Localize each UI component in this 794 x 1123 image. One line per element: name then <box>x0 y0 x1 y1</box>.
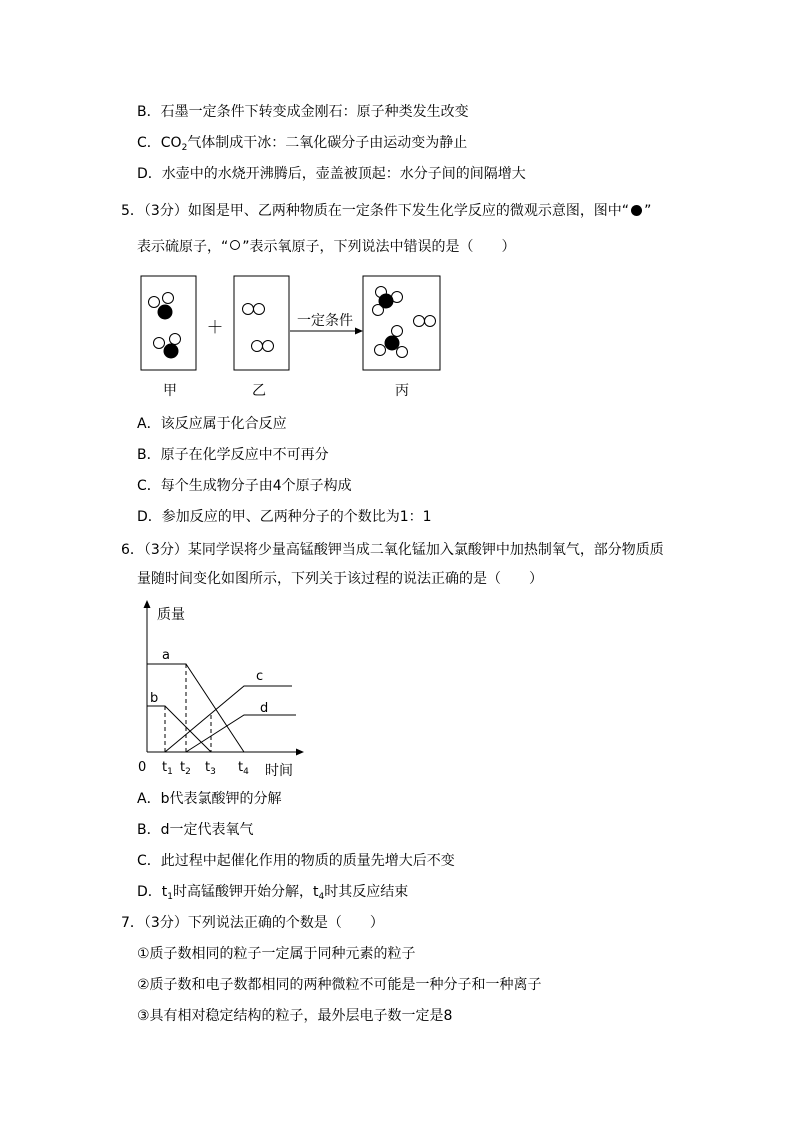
condition-label: 一定条件 <box>297 313 353 329</box>
label-jia: 甲 <box>163 383 177 399</box>
t4-label: $t_4$ <box>238 760 249 777</box>
label-bing: 丙 <box>395 383 409 399</box>
origin-label: 0 <box>138 760 147 775</box>
q6-option-a: A．b代表氯酸钾的分解 <box>137 791 282 807</box>
curve-b <box>147 706 211 752</box>
q6-option-c: C．此过程中起催化作用的物质的质量先增大后不变 <box>137 853 455 869</box>
y-axis-label: 质量 <box>157 607 185 623</box>
x-axis-label: 时间 <box>265 763 293 779</box>
plus-sign: ＋ <box>206 318 224 338</box>
q4-option-d: D．水壶中的水烧开沸腾后，壶盖被顶起：水分子间的间隔增大 <box>137 166 526 182</box>
label-yi: 乙 <box>252 383 266 399</box>
q6-option-b: B．d一定代表氧气 <box>137 822 254 838</box>
curve-d-label: d <box>260 701 269 716</box>
q7-item-1: ①质子数相同的粒子一定属于同种元素的粒子 <box>137 946 416 962</box>
curve-a-label: a <box>162 648 170 663</box>
q6-stem-line1: 6．（3分）某同学误将少量高锰酸钾当成二氧化锰加入氯酸钾中加热制氧气，部分物质质 <box>121 542 664 558</box>
curve-b-label: b <box>150 691 159 706</box>
q6-option-d: D．$t_1$时高锰酸钾开始分解，$t_4$时其反应结束 <box>137 884 409 902</box>
q5-stem-line1: 5．（3分）如图是甲、乙两种物质在一定条件下发生化学反应的微观示意图，图中“ ” <box>121 203 652 219</box>
y-axis-arrow-icon <box>144 600 151 608</box>
q7-stem: 7．（3分）下列说法正确的个数是（ ） <box>121 915 384 931</box>
t3-label: $t_3$ <box>205 760 216 777</box>
t2-label: $t_2$ <box>180 760 191 777</box>
x-axis-arrow-icon <box>296 749 304 756</box>
q5-option-a: A．该反应属于化合反应 <box>137 416 287 432</box>
q7-item-2: ②质子数和电子数都相同的两种微粒不可能是一种分子和一种离子 <box>137 977 542 993</box>
q4-option-b: B．石墨一定条件下转变成金刚石：原子种类发生改变 <box>137 104 469 120</box>
q5-option-d: D．参加反应的甲、乙两种分子的个数比为1：1 <box>137 509 432 525</box>
q6-stem-line2: 量随时间变化如图所示，下列关于该过程的说法正确的是（ ） <box>137 571 543 587</box>
q5-option-c: C．每个生成物分子由4个原子构成 <box>137 478 352 494</box>
q5-option-b: B．原子在化学反应中不可再分 <box>137 447 329 463</box>
q7-item-3: ③具有相对稳定结构的粒子，最外层电子数一定是8 <box>137 1008 453 1024</box>
curve-a <box>147 664 244 752</box>
curve-c-label: c <box>256 669 264 684</box>
curve-c <box>165 686 292 752</box>
q4-option-c: C．$CO_2$气体制成干冰：二氧化碳分子由运动变为静止 <box>137 135 468 153</box>
t1-label: $t_1$ <box>162 760 173 777</box>
q5-stem-line2: 表示硫原子，“ ”表示氧原子，下列说法中错误的是（ ） <box>137 239 516 255</box>
